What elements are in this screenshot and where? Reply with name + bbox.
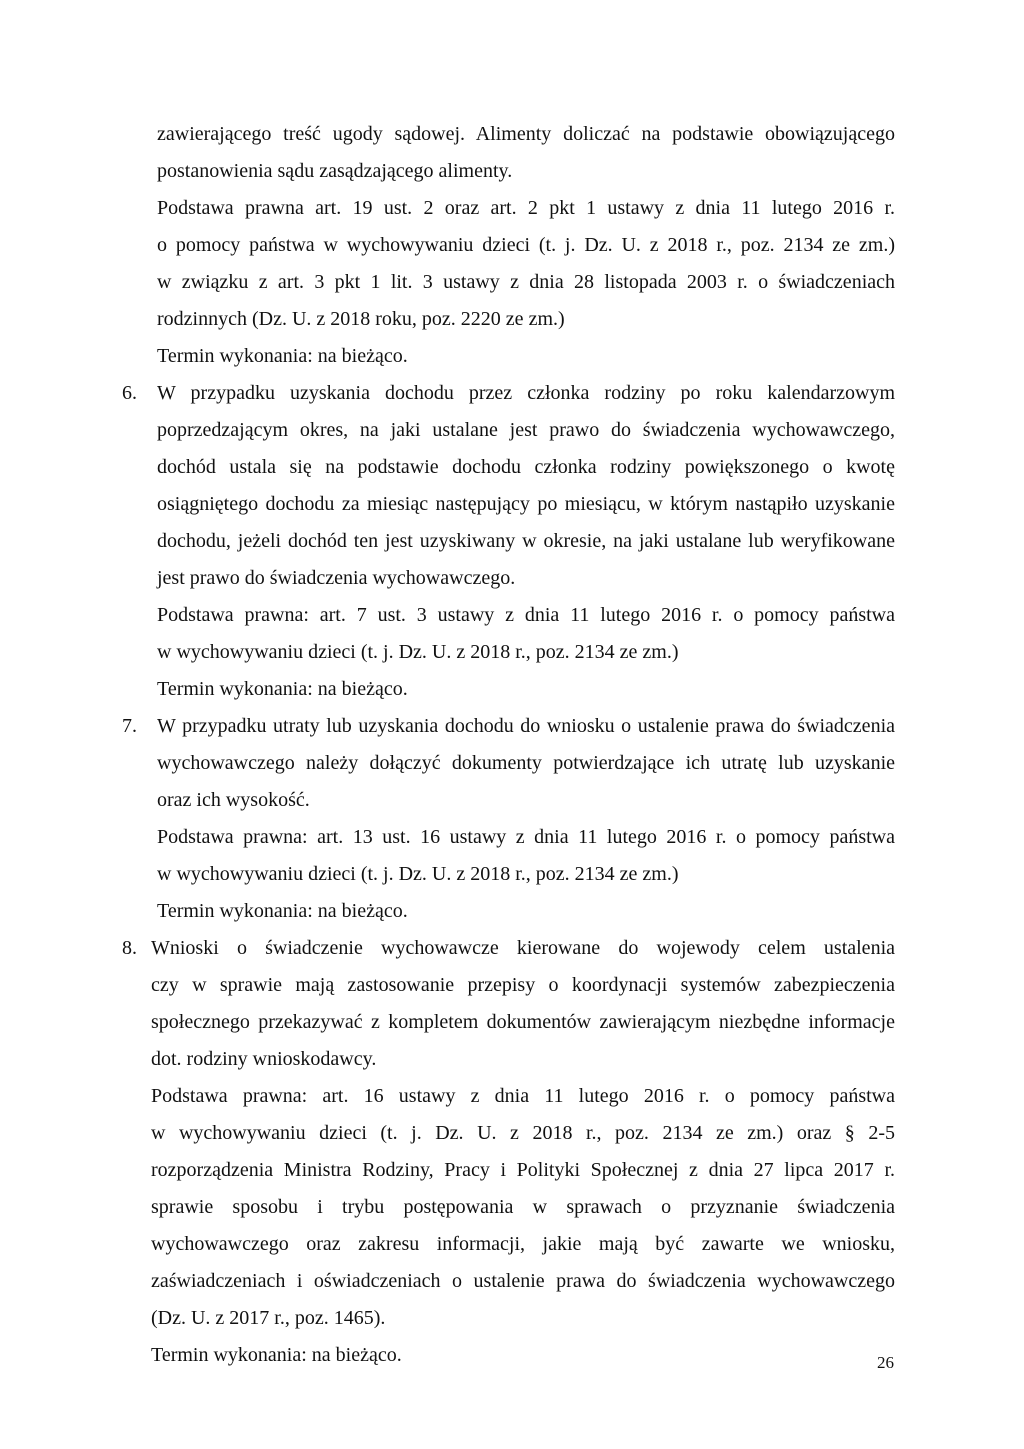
legal-basis-line: sprawie sposobu i trybu postępowania w sprawach o przyznanie świadczenia xyxy=(151,1196,895,1218)
text-line: W przypadku utraty lub uzyskania dochodu do wniosku o ustalenie prawa do świadczenia xyxy=(157,715,895,737)
page-number: 26 xyxy=(877,1353,894,1372)
deadline-line: Termin wykonania: na bieżąco. xyxy=(157,345,408,367)
text-line: Wnioski o świadczenie wychowawcze kierowane do wojewody celem ustalenia xyxy=(151,937,895,959)
text-line: dochód ustala się na podstawie dochodu członka rodziny powiększonego o kwotę xyxy=(157,456,895,478)
legal-basis-line: Podstawa prawna art. 19 ust. 2 oraz art. 2 pkt 1 ustawy z dnia 11 lutego 2016 r. xyxy=(157,197,895,219)
text-line: zawierającego treść ugody sądowej. Alimenty doliczać na podstawie obowiązującego xyxy=(157,123,895,145)
legal-basis-line: Podstawa prawna: art. 16 ustawy z dnia 11 lutego 2016 r. o pomocy państwa xyxy=(151,1085,895,1107)
deadline-line: Termin wykonania: na bieżąco. xyxy=(151,1344,402,1366)
text-line: W przypadku uzyskania dochodu przez członka rodziny po roku kalendarzowym xyxy=(157,382,895,404)
text-line: społecznego przekazywać z kompletem dokumentów zawierającym niezbędne informacje xyxy=(151,1011,895,1033)
text-line: osiągniętego dochodu za miesiąc następujący po miesiącu, w którym nastąpiło uzyskanie xyxy=(157,493,895,515)
item-number: 7. xyxy=(122,715,137,737)
legal-basis-line: w wychowywaniu dzieci (t. j. Dz. U. z 2018 r., poz. 2134 ze zm.) xyxy=(157,641,679,663)
legal-basis-line: rozporządzenia Ministra Rodziny, Pracy i Polityki Społecznej z dnia 27 lipca 2017 r. xyxy=(151,1159,895,1181)
text-line: postanowienia sądu zasądzającego alimenty. xyxy=(157,160,513,182)
legal-basis-line: (Dz. U. z 2017 r., poz. 1465). xyxy=(151,1307,386,1329)
legal-basis-line: Podstawa prawna: art. 13 ust. 16 ustawy z dnia 11 lutego 2016 r. o pomocy państwa xyxy=(157,826,895,848)
legal-basis-line: zaświadczeniach i oświadczeniach o ustalenie prawa do świadczenia wychowawczego xyxy=(151,1270,895,1292)
text-line: dot. rodziny wnioskodawcy. xyxy=(151,1048,377,1070)
legal-basis-line: rodzinnych (Dz. U. z 2018 roku, poz. 2220 ze zm.) xyxy=(157,308,565,330)
text-line: oraz ich wysokość. xyxy=(157,789,310,811)
legal-basis-line: o pomocy państwa w wychowywaniu dzieci (t. j. Dz. U. z 2018 r., poz. 2134 ze zm.) xyxy=(157,234,895,256)
text-line: poprzedzającym okres, na jaki ustalane jest prawo do świadczenia wychowawczego, xyxy=(157,419,895,441)
deadline-line: Termin wykonania: na bieżąco. xyxy=(157,678,408,700)
legal-basis-line: w związku z art. 3 pkt 1 lit. 3 ustawy z dnia 28 listopada 2003 r. o świadczeniach xyxy=(157,271,895,293)
legal-basis-line: wychowawczego oraz zakresu informacji, jakie mają być zawarte we wniosku, xyxy=(151,1233,895,1255)
legal-basis-line: w wychowywaniu dzieci (t. j. Dz. U. z 2018 r., poz. 2134 ze zm.) xyxy=(157,863,679,885)
legal-basis-line: w wychowywaniu dzieci (t. j. Dz. U. z 2018 r., poz. 2134 ze zm.) oraz § 2-5 xyxy=(151,1122,895,1144)
item-number: 6. xyxy=(122,382,137,404)
text-line: jest prawo do świadczenia wychowawczego. xyxy=(157,567,516,589)
text-line: wychowawczego należy dołączyć dokumenty potwierdzające ich utratę lub uzyskanie xyxy=(157,752,895,774)
legal-basis-line: Podstawa prawna: art. 7 ust. 3 ustawy z dnia 11 lutego 2016 r. o pomocy państwa xyxy=(157,604,895,626)
text-line: czy w sprawie mają zastosowanie przepisy o koordynacji systemów zabezpieczenia xyxy=(151,974,895,996)
deadline-line: Termin wykonania: na bieżąco. xyxy=(157,900,408,922)
item-number: 8. xyxy=(122,937,137,959)
text-line: dochodu, jeżeli dochód ten jest uzyskiwany w okresie, na jaki ustalane lub weryfikowane xyxy=(157,530,895,552)
